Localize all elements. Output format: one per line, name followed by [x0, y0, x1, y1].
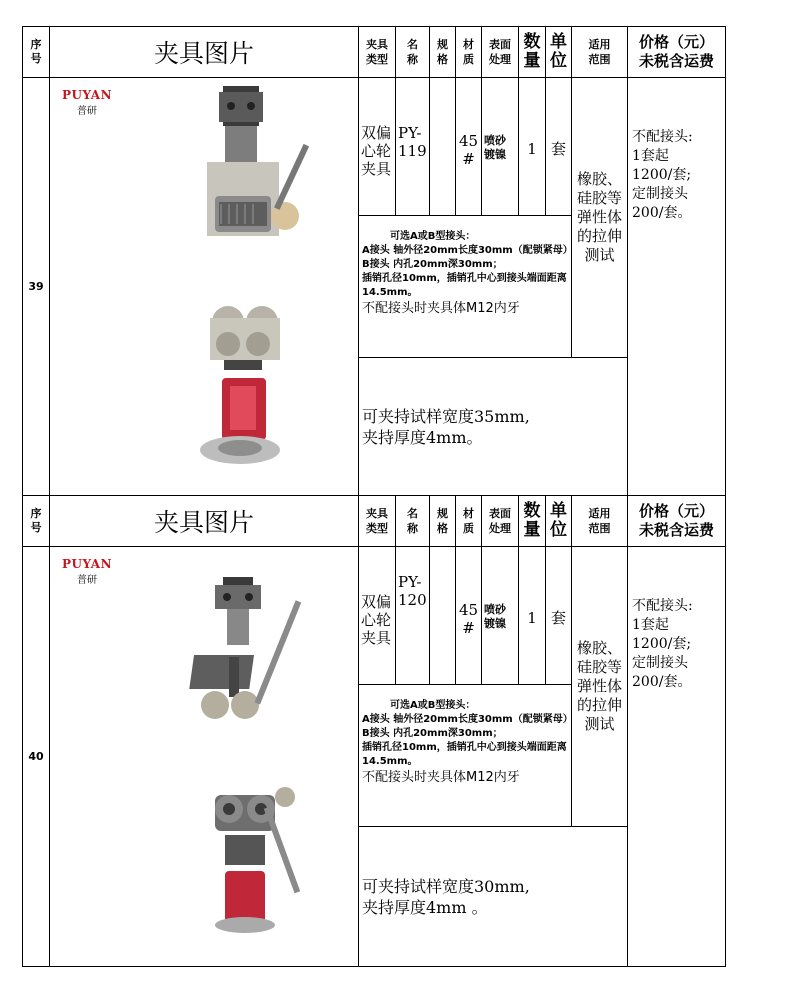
header-unit: 单 位 — [550, 32, 567, 71]
connector-notes — [359, 685, 572, 827]
header-surface: 表面 处理 — [489, 507, 511, 535]
notes-d: 不配接头时夹具体M12内牙 — [362, 301, 520, 316]
header-name: 名 称 — [407, 507, 418, 535]
header-image: 夹具图片 — [153, 39, 254, 68]
fixture-type: 双偏 心轮 夹具 — [359, 547, 396, 685]
notes-c: 插销孔径10mm，插销孔中心到接头端面距离14.5mm。 — [362, 742, 567, 767]
logo-cn: 普研 — [77, 575, 98, 586]
table-row — [23, 78, 726, 216]
fixture-surface: 喷砂 镀镍 — [482, 78, 519, 216]
fixture-spec — [430, 547, 456, 685]
fixture-unit: 套 — [546, 78, 572, 216]
holding-capacity: 可夹持试样宽度30mm, 夹持厚度4mm 。 — [359, 827, 628, 967]
header-qty: 数 量 — [523, 32, 541, 71]
connector-notes — [359, 216, 572, 358]
notes-b: B接头 内孔20mm深30mm； — [362, 728, 503, 739]
logo-brand: PUYAN — [62, 88, 113, 102]
fixture-table — [22, 26, 726, 967]
product-image-cell — [50, 78, 359, 496]
spec-sheet — [22, 26, 725, 967]
header-type: 夹具 类型 — [366, 507, 388, 535]
notes-b: B接头 内孔20mm深30mm； — [362, 259, 503, 270]
header-spec: 规 格 — [437, 507, 448, 535]
fixture-range: 橡胶、 硅胶等 弹性体 的拉伸 测试 — [572, 78, 628, 358]
fixture-photo-bottom — [200, 300, 300, 470]
fixture-price: 不配接头: 1套起 1200/套; 定制接头 200/套。 — [628, 78, 726, 496]
header-surface: 表面 处理 — [489, 38, 511, 66]
header-qty: 数 量 — [523, 501, 541, 540]
notes-title: 可选A或B型接头： — [390, 700, 476, 711]
header-row — [23, 27, 726, 78]
header-seq: 序 号 — [30, 38, 42, 65]
header-price: 价格（元） 未税含运费 — [638, 502, 714, 539]
fixture-surface: 喷砂 镀镍 — [482, 547, 519, 685]
notes-c: 插销孔径10mm，插销孔中心到接头端面距离14.5mm。 — [362, 273, 567, 298]
header-name: 名 称 — [407, 38, 418, 66]
fixture-price: 不配接头: 1套起 1200/套; 定制接头 200/套。 — [628, 547, 726, 967]
logo-cn: 普研 — [77, 106, 98, 117]
header-seq: 序 号 — [30, 507, 42, 534]
fixture-type: 双偏 心轮 夹具 — [359, 78, 396, 216]
header-material: 材 质 — [463, 507, 474, 535]
header-unit: 单 位 — [550, 501, 567, 540]
logo-brand: PUYAN — [62, 557, 113, 571]
puyan-logo — [62, 88, 112, 117]
row-seq: 39 — [23, 78, 50, 496]
header-range: 适用 范围 — [588, 38, 611, 66]
header-row — [23, 496, 726, 547]
fixture-range: 橡胶、 硅胶等 弹性体 的拉伸 测试 — [572, 547, 628, 827]
header-type: 夹具 类型 — [366, 38, 388, 66]
puyan-logo — [62, 557, 112, 586]
header-price: 价格（元） 未税含运费 — [638, 33, 714, 70]
fixture-name: PY- 119 — [396, 78, 430, 216]
header-range: 适用 范围 — [588, 507, 611, 535]
fixture-name: PY- 120 — [396, 547, 430, 685]
fixture-spec — [430, 78, 456, 216]
notes-a: A接头 轴外径20mm长度30mm（配锁紧母） — [362, 714, 573, 725]
header-material: 材 质 — [463, 38, 474, 66]
fixture-qty: 1 — [519, 78, 546, 216]
fixture-photo-bottom — [195, 775, 315, 935]
table-row — [23, 547, 726, 685]
fixture-photo-top — [175, 577, 315, 737]
holding-capacity: 可夹持试样宽度35mm, 夹持厚度4mm。 — [359, 358, 628, 496]
notes-a: A接头 轴外径20mm长度30mm（配锁紧母） — [362, 245, 573, 256]
header-image: 夹具图片 — [153, 508, 254, 537]
fixture-material: 45 # — [456, 78, 482, 216]
notes-d: 不配接头时夹具体M12内牙 — [362, 770, 520, 785]
notes-title: 可选A或B型接头： — [390, 231, 476, 242]
fixture-qty: 1 — [519, 547, 546, 685]
product-image-cell — [50, 547, 359, 967]
fixture-material: 45 # — [456, 547, 482, 685]
header-spec: 规 格 — [437, 38, 448, 66]
fixture-unit: 套 — [546, 547, 572, 685]
fixture-photo-top — [185, 86, 315, 246]
row-seq: 40 — [23, 547, 50, 967]
